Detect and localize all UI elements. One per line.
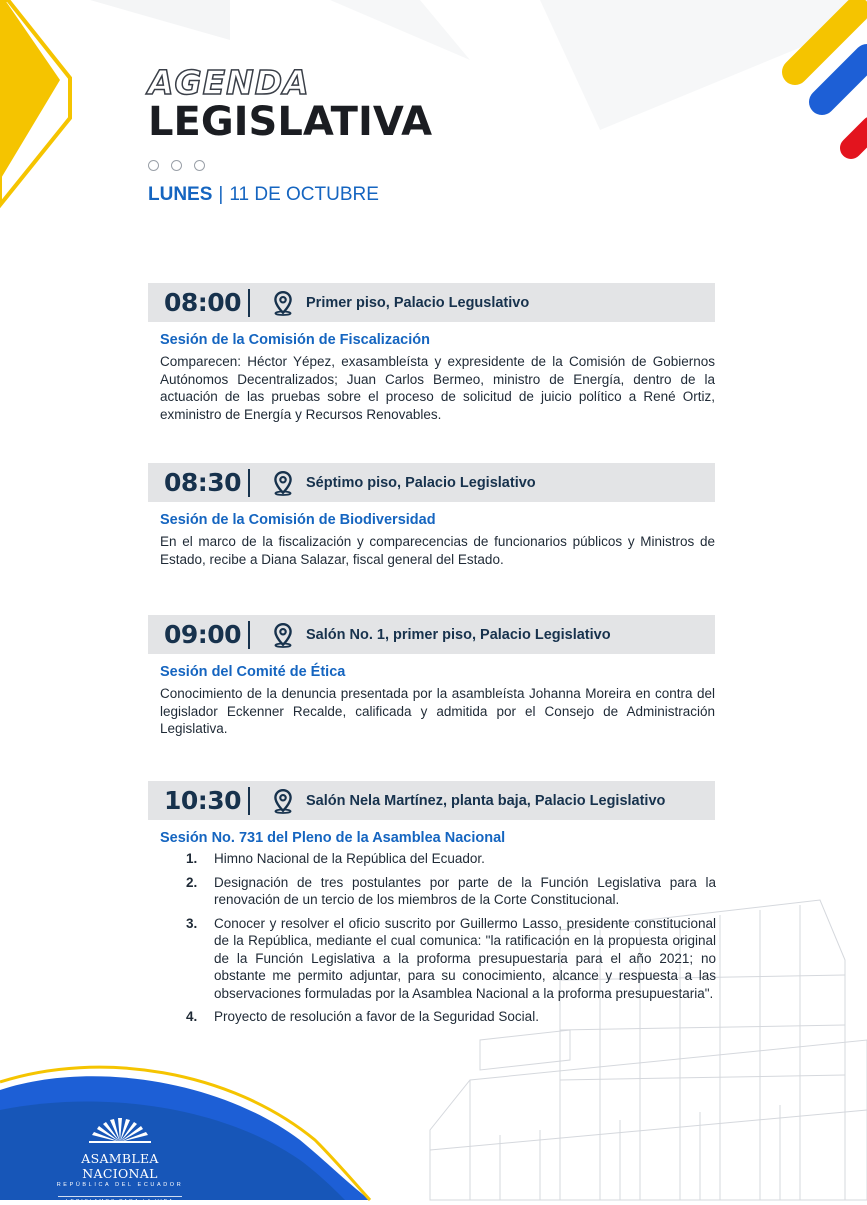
- session-block: [148, 283, 715, 423]
- list-item-text: Himno Nacional de la República del Ecuador.: [214, 851, 485, 866]
- list-item: [186, 1008, 716, 1026]
- logo-divider: [58, 1196, 182, 1197]
- circle-icon: [148, 160, 159, 171]
- list-item-text: Designación de tres postulantes por parte de la Función Legislativa para la renovación de un tercio de los miembros de la Corte Constitucional.: [214, 874, 716, 907]
- sun-rays-logo-icon: [85, 1110, 155, 1144]
- list-item-text: Proyecto de resolución a favor de la Seguridad Social.: [214, 1009, 539, 1024]
- list-item: [186, 850, 716, 868]
- divider: [248, 621, 250, 649]
- circle-icon: [171, 160, 182, 171]
- session-description: Comparecen: Héctor Yépez, exasambleísta y expresidente de la Comisión de Gobiernos Autónomos Decentralizados; Juan Carlos Bermeo, ministro de Energía, dentro de la actuación de las pruebas sobre el proceso de solicitud de juicio político a René Ortiz, exministro de Energía y Recursos Renovables.: [160, 354, 715, 422]
- asamblea-nacional-logo: [50, 1110, 190, 1205]
- list-item: [186, 874, 716, 909]
- session-title: Sesión de la Comisión de Biodiversidad: [160, 512, 436, 528]
- session-block: [148, 615, 715, 738]
- session-time: 08:00: [164, 288, 242, 317]
- date-separator: |: [218, 184, 224, 205]
- session-place: Salón Nela Martínez, planta baja, Palacio Legislativo: [306, 792, 666, 809]
- session-header-bar: [148, 463, 715, 502]
- location-pin-icon: [270, 290, 296, 316]
- session-header-bar: [148, 283, 715, 322]
- circle-icon: [194, 160, 205, 171]
- divider: [248, 289, 250, 317]
- title-legislativa: LEGISLATIVA: [148, 99, 433, 145]
- session-place: Séptimo piso, Palacio Legislativo: [306, 474, 536, 491]
- list-item-number: 1.: [186, 851, 198, 866]
- session-description: Conocimiento de la denuncia presentada por la asambleísta Johanna Moreira en contra del legislador Eckenner Recalde, calificada y admitida por el Consejo de Administración Legislativa.: [160, 686, 715, 736]
- session-time: 08:30: [164, 468, 242, 497]
- logo-slogan: LEGISLAMOS PARA LA VIDA: [65, 1199, 175, 1205]
- session-block: [148, 781, 715, 1032]
- session-title: Sesión del Comité de Ética: [160, 664, 346, 680]
- logo-subtitle: REPÚBLICA DEL ECUADOR: [56, 1182, 184, 1188]
- session-description: En el marco de la fiscalización y comparecencias de funcionarios públicos y Ministros de Estado, recibe a Diana Salazar, fiscal general del Estado.: [160, 534, 715, 567]
- session-header-bar: [148, 615, 715, 654]
- bg-stripe: [90, 0, 230, 40]
- list-item-number: 4.: [186, 1009, 198, 1024]
- date-label: 11 DE OCTUBRE: [229, 184, 379, 205]
- location-pin-icon: [270, 622, 296, 648]
- list-item-number: 3.: [186, 915, 198, 931]
- divider: [248, 469, 250, 497]
- session-time: 10:30: [164, 786, 242, 815]
- logo-name: ASAMBLEA NACIONAL: [81, 1151, 159, 1181]
- list-item-text: Conocer y resolver el oficio suscrito por Guillermo Lasso, presidente constitucional de la República, mediante el cual comunica: "la ratificación en la propuesta original de la Función Legislativa a la proforma presupuestaria para el año 2021; no obstante me permito adjuntar, para su conocimiento, alcance y respuesta a las observaciones formuladas por la Asamblea Nacional a la proforma presupuestaria".: [214, 915, 716, 1001]
- session-title: Sesión de la Comisión de Fiscalización: [160, 332, 430, 348]
- divider: [248, 787, 250, 815]
- title-agenda: AGENDA: [148, 63, 310, 102]
- session-place: Primer piso, Palacio Leguslativo: [306, 294, 530, 311]
- agenda-heading: [148, 63, 433, 145]
- day-label: LUNES: [148, 184, 213, 205]
- session-place: Salón No. 1, primer piso, Palacio Legislativo: [306, 626, 611, 643]
- agenda-list: [186, 850, 716, 1026]
- list-item-number: 2.: [186, 874, 198, 890]
- location-pin-icon: [270, 470, 296, 496]
- date-line: [148, 184, 379, 206]
- list-item: [186, 915, 716, 1003]
- session-time: 09:00: [164, 620, 242, 649]
- session-header-bar: [148, 781, 715, 820]
- decorative-dots: [148, 160, 205, 171]
- location-pin-icon: [270, 788, 296, 814]
- bg-stripe: [330, 0, 470, 60]
- session-title: Sesión No. 731 del Pleno de la Asamblea Nacional: [160, 830, 506, 846]
- session-block: [148, 463, 715, 568]
